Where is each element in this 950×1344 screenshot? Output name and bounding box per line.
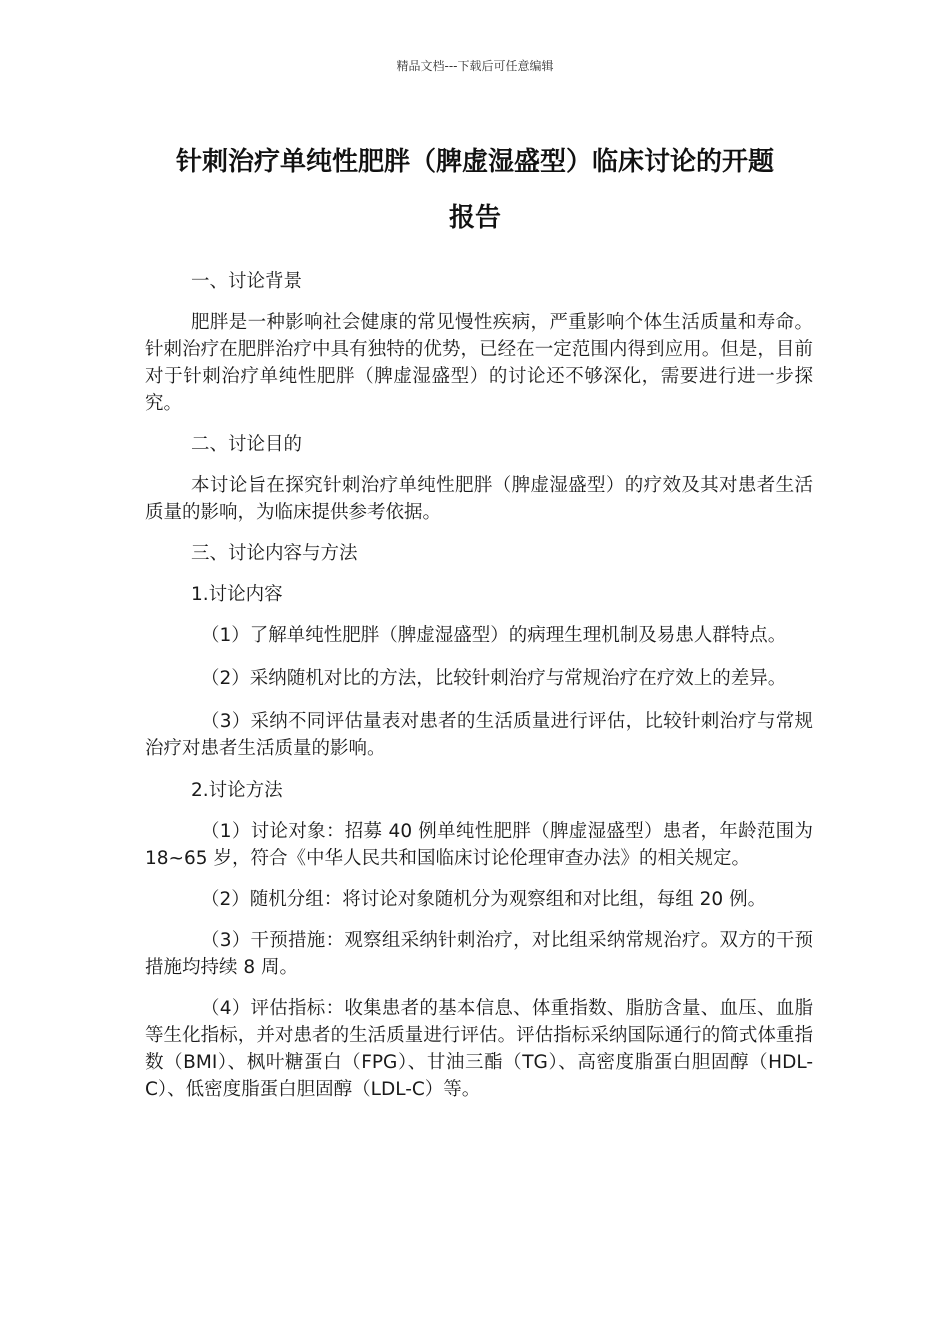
list-item: （2）采纳随机对比的方法，比较针刺治疗与常规治疗在疗效上的差异。	[201, 668, 787, 689]
subheading-method: 2.讨论方法	[191, 780, 283, 801]
list-item: （3）干预措施：观察组采纳针刺治疗，对比组采纳常规治疗。双方的干预措施均持续 8 周。	[145, 930, 813, 978]
paragraph-purpose: 本讨论旨在探究针刺治疗单纯性肥胖（脾虚湿盛型）的疗效及其对患者生活质量的影响，为临床提供参考依据。	[145, 475, 813, 523]
page-header: 精品文档---下载后可任意编辑	[396, 59, 554, 73]
title-line-1: 针刺治疗单纯性肥胖（脾虚湿盛型）临床讨论的开题	[175, 147, 774, 177]
list-item: （1）了解单纯性肥胖（脾虚湿盛型）的病理生理机制及易患人群特点。	[201, 625, 787, 646]
list-item: （2）随机分组：将讨论对象随机分为观察组和对比组，每组 20 例。	[201, 889, 767, 910]
list-item: （3）采纳不同评估量表对患者的生活质量进行评估，比较针刺治疗与常规治疗对患者生活质量的影响。	[145, 711, 813, 759]
subheading-content: 1.讨论内容	[191, 584, 283, 605]
section-heading-purpose: 二、讨论目的	[191, 434, 303, 455]
list-item: （4）评估指标：收集患者的基本信息、体重指数、脂肪含量、血压、血脂等生化指标，并对患者的生活质量进行评估。评估指标采纳国际通行的简式体重指数（BMI）、枫叶糖蛋白（FPG）、甘油三酯（TG）、高密度脂蛋白胆固醇（HDL-C）、低密度脂蛋白胆固醇（LDL-C）等。	[145, 998, 813, 1100]
document-body	[145, 268, 813, 1103]
document-title	[120, 134, 830, 246]
paragraph-background: 肥胖是一种影响社会健康的常见慢性疾病，严重影响个体生活质量和寿命。针刺治疗在肥胖治疗中具有独特的优势，已经在一定范围内得到应用。但是，目前对于针刺治疗单纯性肥胖（脾虚湿盛型）的讨论还不够深化，需要进行进一步探究。	[145, 312, 813, 414]
section-heading-background: 一、讨论背景	[191, 271, 303, 292]
title-line-2: 报告	[448, 203, 501, 233]
section-heading-content-method: 三、讨论内容与方法	[191, 543, 358, 564]
list-item: （1）讨论对象：招募 40 例单纯性肥胖（脾虚湿盛型）患者，年龄范围为 18~65 岁，符合《中华人民共和国临床讨论伦理审查办法》的相关规定。	[145, 821, 813, 869]
